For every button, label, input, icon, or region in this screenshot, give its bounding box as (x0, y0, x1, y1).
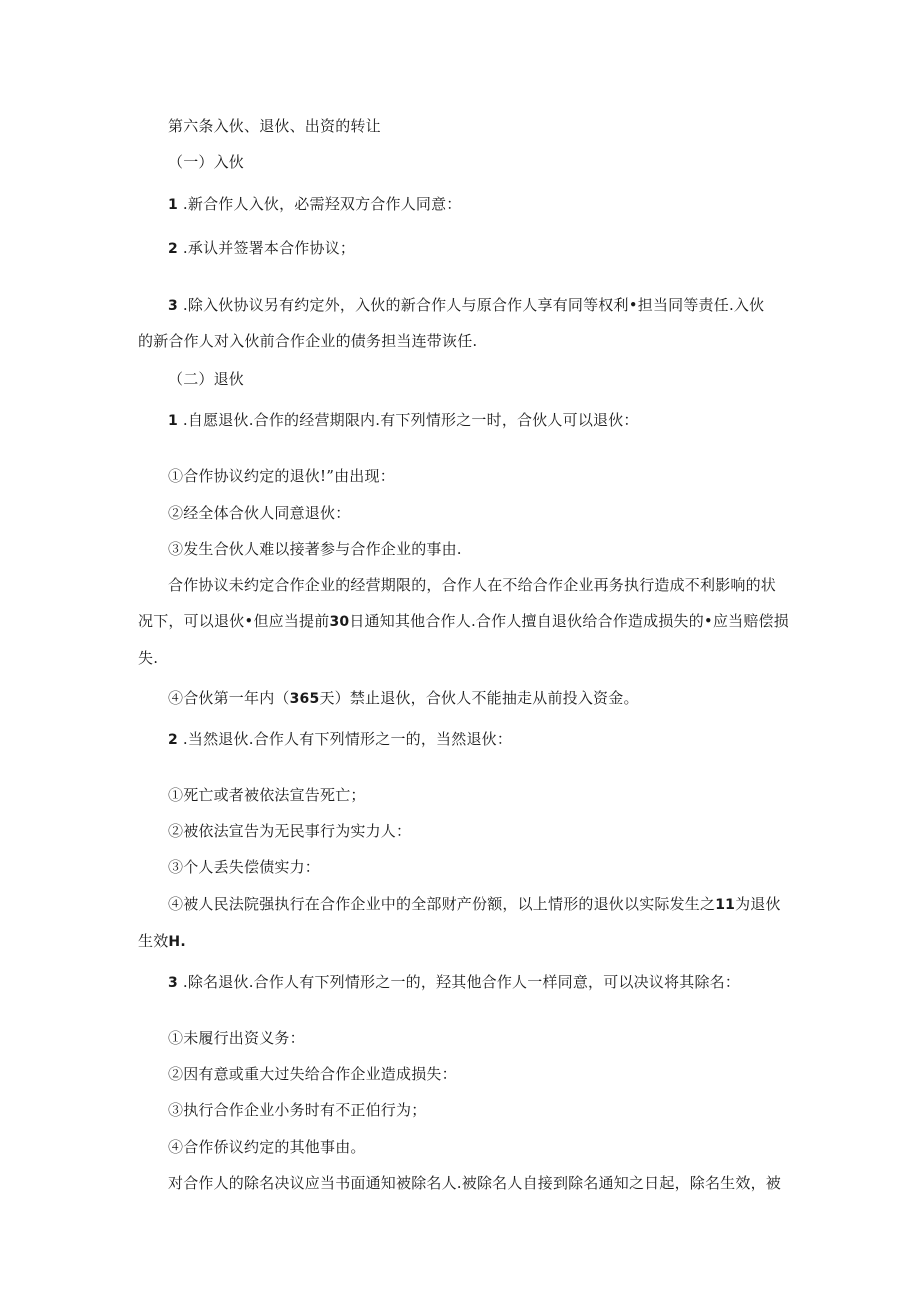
item-number: 1 (168, 197, 178, 213)
natural-case-3: ③个人丢失偿债实力： (168, 858, 321, 876)
text-segment: ④被人民法院强执行在合作企业中的全部财产份额，以上情形的退伙以实际发生之 (168, 895, 716, 913)
item-text: .承认并签署本合作协议； (182, 239, 356, 257)
notice-days: 30 (329, 614, 350, 630)
lock-days: 365 (289, 691, 320, 707)
item-text: .新合作人入伙，必需羟双方合作人同意： (182, 195, 462, 213)
item-text: .自愿退伙.合作的经营期限内.有下列情形之一时，合伙人可以退伙： (182, 411, 639, 429)
natural-case-2: ②被依法宣告为无民事行为实力人： (168, 822, 412, 840)
voluntary-case-2: ②经全体合伙人同意退伙： (168, 504, 351, 522)
section-heading-join: （一）入伙 (168, 153, 245, 171)
withdraw-paragraph-line-1: 合作协议未约定合作企业的经营期限的，合作人在不给合作企业再务执行造成不利影响的状 (168, 576, 777, 594)
text-segment: 况下，可以退伙•但应当提前 (138, 612, 330, 630)
join-item-2 (168, 238, 355, 259)
item-number: 3 (168, 975, 178, 991)
text-segment: 生效 (138, 932, 169, 950)
expulsion-case-2: ②因有意或重大过失给合作企业造成损失： (168, 1065, 457, 1083)
voluntary-case-1: ①合作协议约定的退伙!”由出现： (168, 467, 395, 485)
item-number: 2 (168, 732, 178, 748)
text-segment: ④合伙第一年内（ (168, 689, 290, 707)
expulsion-case-1: ①未履行出资义务： (168, 1029, 305, 1047)
expulsion-case-4: ④合作侨议约定的其他事由。 (168, 1138, 366, 1156)
text-number: 11 (715, 897, 736, 913)
text-segment: 为退伙 (735, 895, 781, 913)
withdraw-paragraph-line-3: 失. (138, 649, 159, 667)
join-item-3-continued: 的新合作人对入伙前合作企业的债务担当连带诙任. (138, 332, 478, 350)
natural-case-1: ①死亡或者被依法宣告死亡； (168, 786, 366, 804)
item-text: .除入伙协议另有约定外，入伙的新合作人与原合作人享有同等权利•担当同等责任.入伙 (182, 296, 765, 314)
text-letter: H. (168, 934, 186, 950)
expulsion-case-3: ③执行合作企业小务时有不正伯行为； (168, 1101, 427, 1119)
item-number: 1 (168, 413, 178, 429)
voluntary-case-3: ③发生合伙人难以接著参与合作企业的事由. (168, 540, 462, 558)
voluntary-case-4 (168, 688, 639, 709)
article-title: 第六条入伙、退伙、出资的转让 (168, 117, 381, 135)
section-heading-withdraw: （二）退伙 (168, 370, 245, 388)
withdraw-item-1 (168, 410, 639, 431)
text-segment: 日通知其他合作人.合作人擅自退伙给合作造成损失的•应当赔偿损 (349, 612, 789, 630)
withdraw-item-2 (168, 729, 512, 750)
item-text: .除名退伙.合作人有下列情形之一的，羟其他合作人一样同意，可以决议将其除名： (182, 973, 741, 991)
join-item-1 (168, 194, 462, 215)
withdraw-item-3 (168, 972, 740, 993)
item-text: .当然退伙.合作人有下列情形之一的，当然退伙： (182, 730, 513, 748)
natural-case-4-continued (138, 931, 186, 952)
item-number: 3 (168, 298, 178, 314)
item-number: 2 (168, 241, 178, 257)
natural-case-4 (168, 894, 781, 915)
text-segment: 天）禁止退伙，合伙人不能抽走从前投入资金。 (319, 689, 639, 707)
expulsion-paragraph: 对合作人的除名决议应当书面通知被除名人.被除名人自接到除名通知之日起，除名生效，被 (168, 1174, 781, 1192)
join-item-3 (168, 295, 764, 316)
withdraw-paragraph-line-2 (138, 611, 789, 632)
